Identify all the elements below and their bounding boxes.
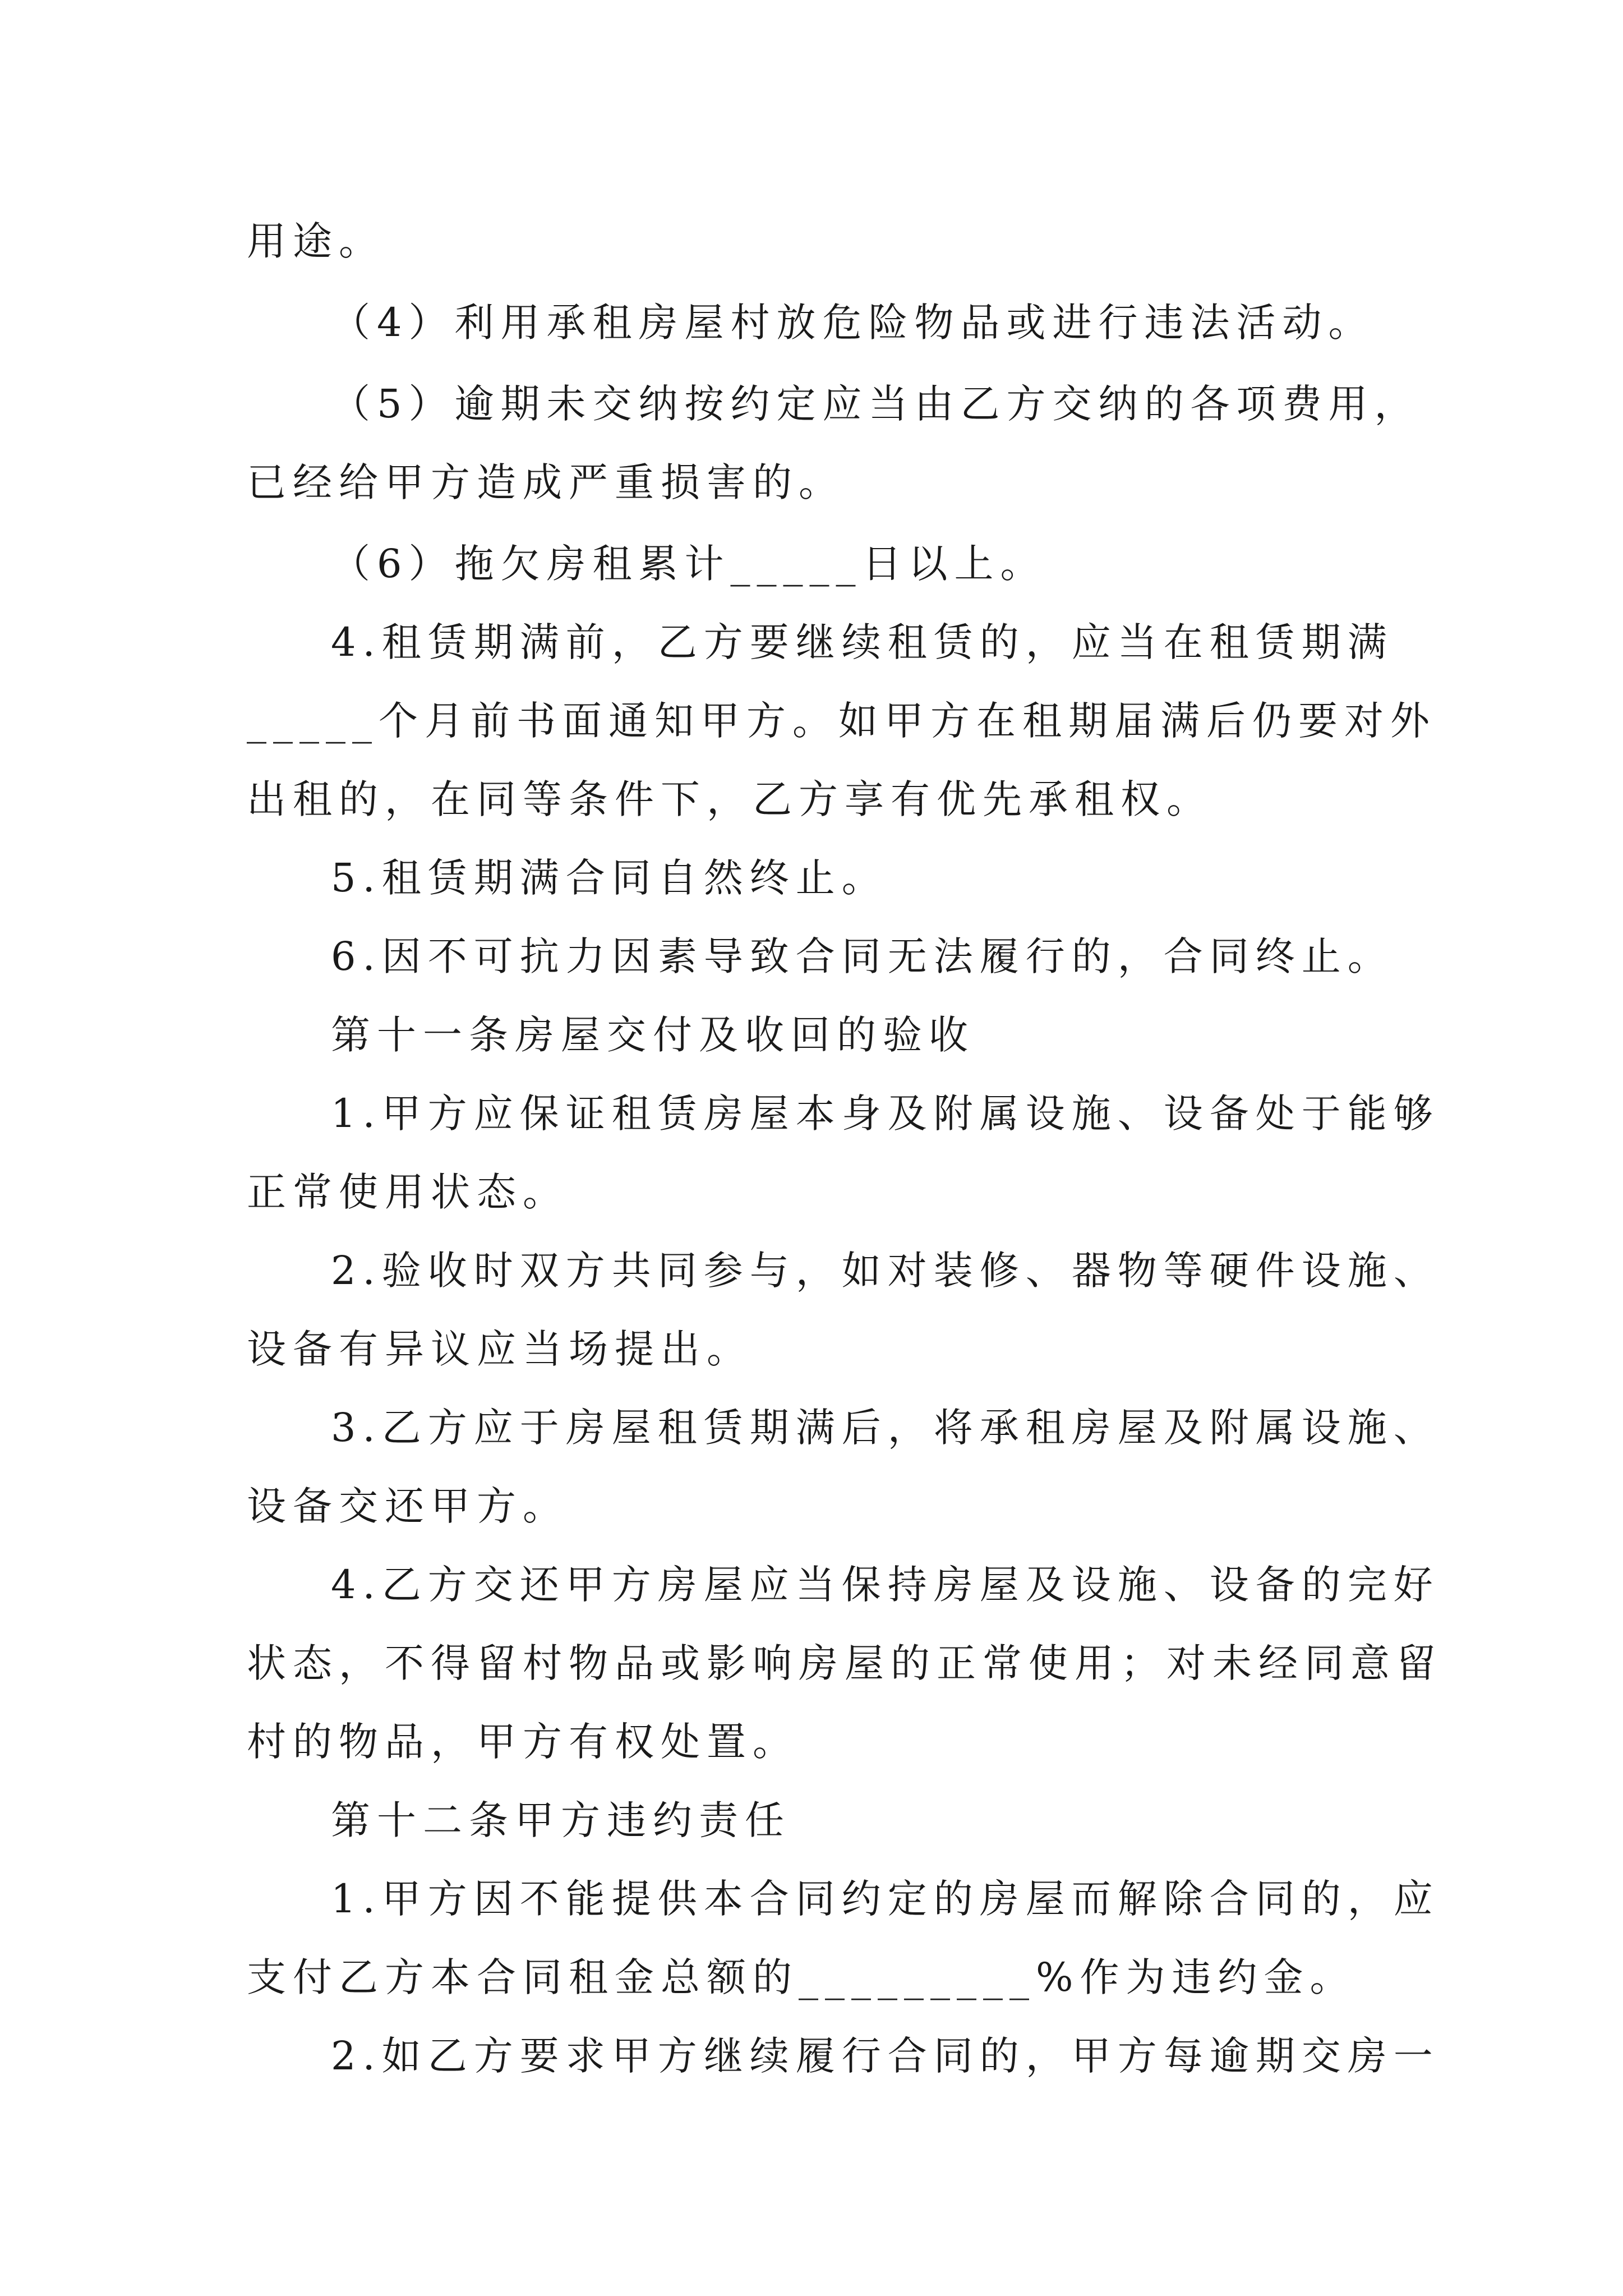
- section-heading: 第十一条房屋交付及收回的验收: [331, 1012, 975, 1058]
- text-line: 设备交还甲方。: [247, 1483, 569, 1529]
- text-line: 2.验收时双方共同参与，如对装修、器物等硬件设施、: [331, 1248, 1440, 1294]
- text-line: 设备有异议应当场提出。: [247, 1326, 753, 1372]
- text-line: 3.乙方应于房屋租赁期满后，将承租房屋及附属设施、: [331, 1405, 1440, 1451]
- text-line: 正常使用状态。: [247, 1169, 569, 1215]
- text-line: 村的物品，甲方有权处置。: [247, 1719, 799, 1765]
- text-line: （5）逾期未交纳按约定应当由乙方交纳的各项费用，: [331, 381, 1421, 427]
- text-line: _____个月前书面通知甲方。如甲方在租期届满后仍要对外: [247, 698, 1436, 744]
- text-line: 1.甲方应保证租赁房屋本身及附属设施、设备处于能够: [331, 1091, 1440, 1137]
- text-line: 4.乙方交还甲方房屋应当保持房屋及设施、设备的完好: [331, 1562, 1440, 1608]
- text-line: 用途。: [247, 218, 385, 264]
- text-line: 1.甲方因不能提供本合同约定的房屋而解除合同的，应: [331, 1876, 1440, 1922]
- text-line: 4.租赁期满前，乙方要继续租赁的，应当在租赁期满: [331, 619, 1394, 665]
- section-heading: 第十二条甲方违约责任: [331, 1797, 791, 1843]
- text-line: 6.因不可抗力因素导致合同无法履行的，合同终止。: [331, 933, 1394, 979]
- text-line: （4）利用承租房屋村放危险物品或进行违法活动。: [331, 300, 1375, 346]
- text-line: 支付乙方本合同租金总额的_________%作为违约金。: [247, 1954, 1356, 2000]
- text-line: 已经给甲方造成严重损害的。: [247, 459, 845, 505]
- text-line: 5.租赁期满合同自然终止。: [331, 855, 888, 901]
- text-line: （6）拖欠房租累计_____日以上。: [331, 541, 1046, 587]
- text-line: 状态，不得留村物品或影响房屋的正常使用；对未经同意留: [247, 1640, 1442, 1686]
- text-line: 出租的，在同等条件下，乙方享有优先承租权。: [247, 776, 1212, 822]
- text-line: 2.如乙方要求甲方继续履行合同的，甲方每逾期交房一: [331, 2033, 1440, 2079]
